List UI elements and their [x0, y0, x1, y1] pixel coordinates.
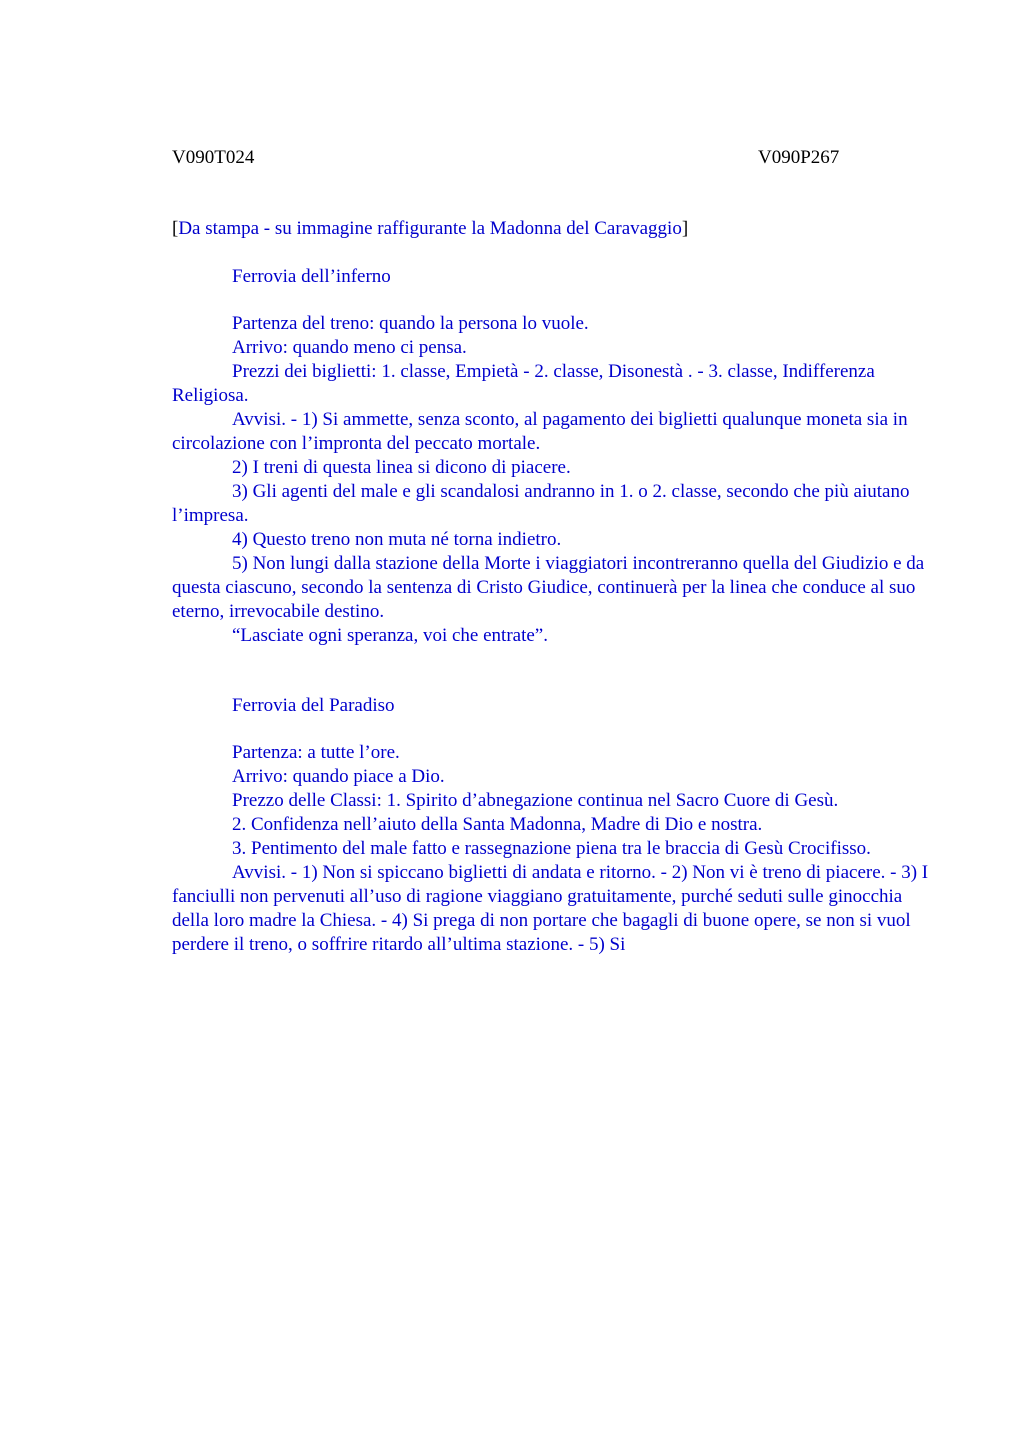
note-text: Da stampa - su immagine raffigurante la Madonna del Caravaggio [178, 218, 682, 239]
paradiso-title: Ferrovia del Paradiso [232, 695, 395, 716]
inferno-line: 4) Questo treno non muta né torna indietro. [232, 529, 562, 550]
inferno-line: 2) I treni di questa linea si dicono di piacere. [232, 457, 571, 478]
paradiso-section [172, 741, 932, 957]
paradiso-line: Partenza: a tutte l’ore. [232, 742, 400, 763]
inferno-section [172, 312, 932, 648]
inferno-line: Arrivo: quando meno ci pensa. [232, 337, 467, 358]
inferno-line: Prezzi dei biglietti: 1. classe, Empietà - 2. classe, Disonestà . - 3. classe, Indifferenza Religiosa. [172, 361, 875, 406]
paradiso-line: Arrivo: quando piace a Dio. [232, 766, 445, 787]
inferno-line: “Lasciate ogni speranza, voi che entrate”. [232, 625, 548, 646]
source-note [172, 217, 932, 241]
note-open-bracket: [ [172, 218, 179, 239]
page-header [172, 145, 932, 171]
paradiso-line: 3. Pentimento del male fatto e rassegnazione piena tra le braccia di Gesù Crocifisso. [232, 838, 871, 859]
inferno-line: Avvisi. - 1) Si ammette, senza sconto, al pagamento dei biglietti qualunque moneta sia in circolazione con l’impronta del peccato mortale. [172, 409, 908, 454]
section-spacer [172, 648, 932, 694]
inferno-title: Ferrovia dell’inferno [232, 266, 391, 287]
inferno-line: Partenza del treno: quando la persona lo vuole. [232, 313, 589, 334]
document-page [172, 145, 932, 957]
inferno-line: 3) Gli agenti del male e gli scandalosi andranno in 1. o 2. classe, secondo che più aiutano l’impresa. [172, 481, 910, 526]
document-code-right: V090P267 [758, 147, 840, 168]
note-close-bracket: ] [681, 218, 689, 239]
document-code-left: V090T024 [172, 147, 255, 168]
inferno-line: 5) Non lungi dalla stazione della Morte i viaggiatori incontreranno quella del Giudizio e da questa ciascuno, secondo la sentenza di Cristo Giudice, continuerà per la linea che conduce al suo eterno, irrevocabile destino. [172, 553, 925, 622]
paradiso-line: Prezzo delle Classi: 1. Spirito d’abnegazione continua nel Sacro Cuore di Gesù. [232, 790, 839, 811]
paradiso-line: Avvisi. - 1) Non si spiccano biglietti di andata e ritorno. - 2) Non vi è treno di piacere. - 3) I fanciulli non pervenuti all’uso di ragione viaggiano gratuitamente, purché seduti sulle ginocchia della loro madre la Chiesa. - 4) Si prega di non portare che bagagli di buone opere, se non si vuol perdere il treno, o soffrire ritardo all’ultima stazione. - 5) Si [172, 862, 929, 955]
paradiso-line: 2. Confidenza nell’aiuto della Santa Madonna, Madre di Dio e nostra. [232, 814, 763, 835]
